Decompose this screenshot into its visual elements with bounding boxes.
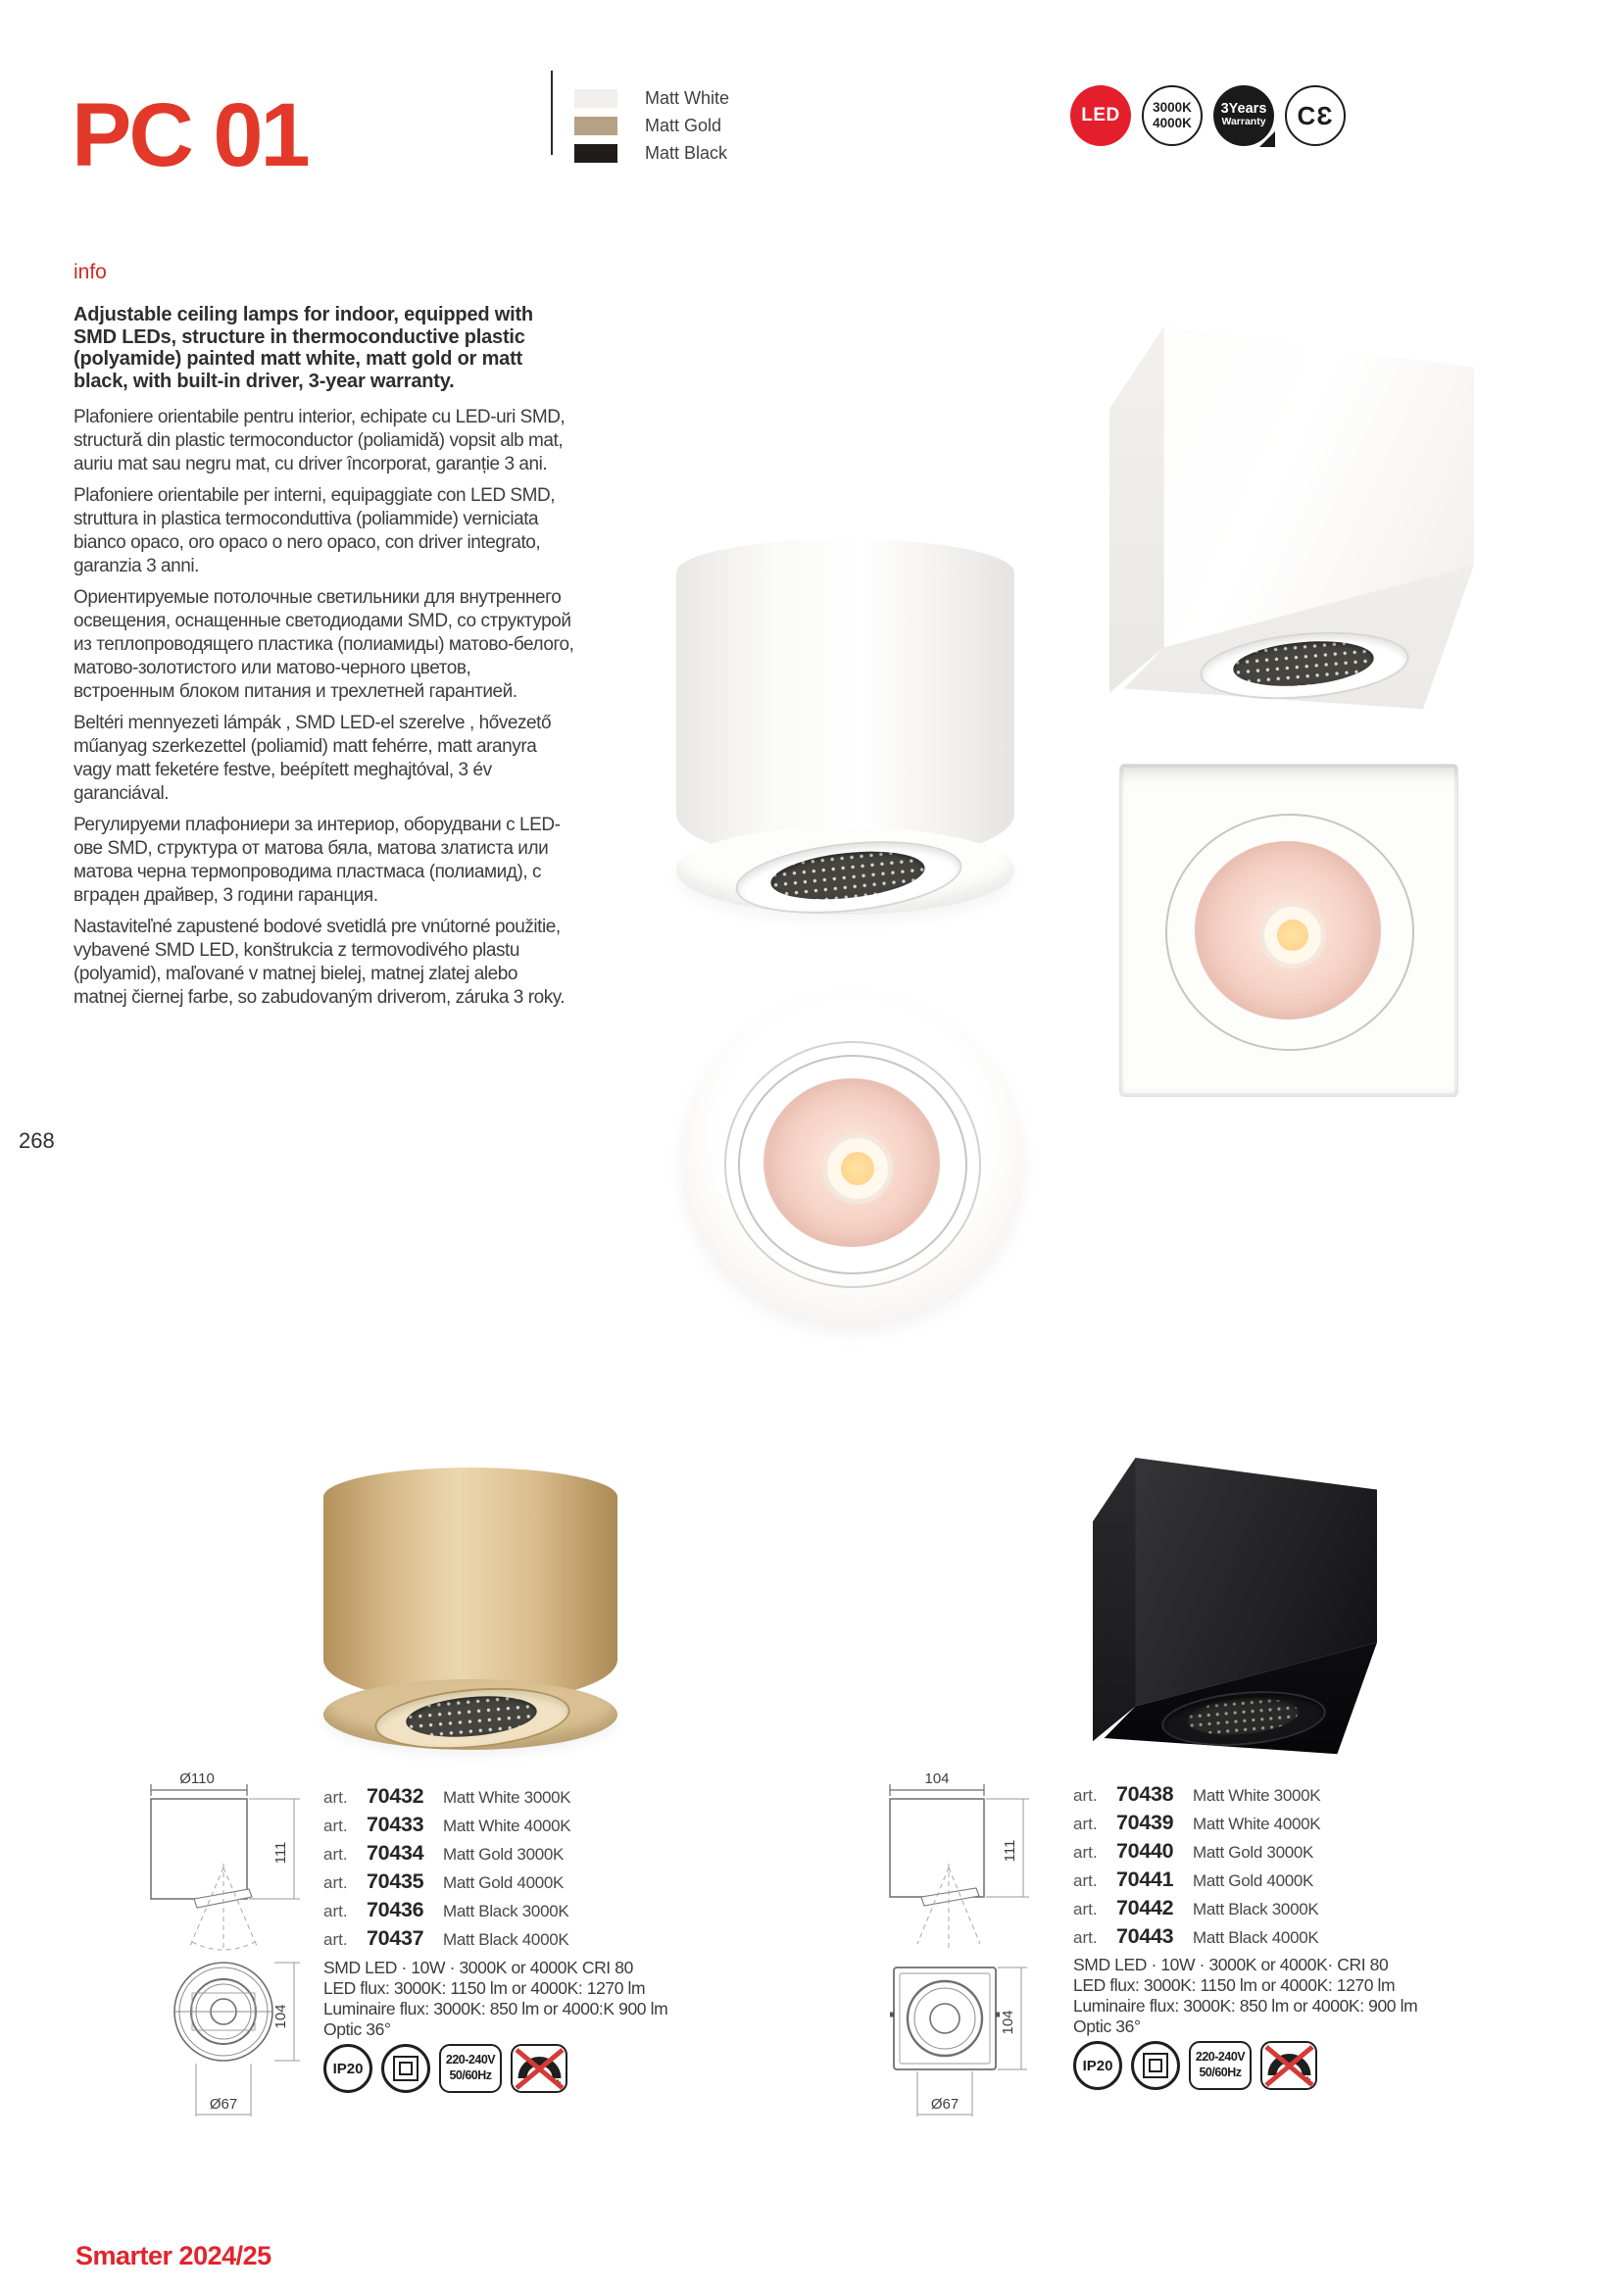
art-prefix: art. (323, 1788, 348, 1807)
finish-label: Matt Black (645, 142, 728, 163)
class-ii-outer-square (393, 2056, 418, 2081)
description-hu: Beltéri mennyezeti lámpák , SMD LED-el szerelve , hővezető műanyag szerkezettel (poliamid) matt fehérre, matt aranyra vagy matt feketére festve, beépített meghajtóval, 3 év garanciával. (74, 713, 552, 804)
dim-label-lens: Ø67 (930, 2096, 960, 2113)
article-code: 70436 (367, 1898, 424, 1921)
voltage-icon (439, 2044, 502, 2093)
spec-line: Optic 36° (1073, 2017, 1141, 2036)
article-row (323, 1898, 570, 1926)
ce-mark-icon: CƐ (1285, 85, 1346, 146)
led-badge-icon: LED (1070, 85, 1131, 146)
finish-legend (574, 84, 729, 167)
description-en: Adjustable ceiling lamps for indoor, equipped with SMD LEDs, structure in thermoconductive plastic (polyamide) painted matt white, matt gold or matt black, with built-in driver, 3-year warranty. (74, 304, 533, 392)
article-finish: Matt Gold 3000K (443, 1845, 565, 1864)
class-ii-outer-square (1143, 2053, 1168, 2078)
dim-minus: - (518, 2076, 523, 2089)
cert-icon-row-square (1073, 2041, 1317, 2090)
kelvin-3000k: 3000K (1153, 100, 1192, 116)
spec-line: LED flux: 3000K: 1150 lm or 4000K: 1270 lm (323, 1978, 646, 1998)
spec-line: SMD LED · 10W · 3000K or 4000K CRI 80 (323, 1958, 633, 1977)
not-dimmable-icon (1260, 2041, 1317, 2090)
spec-line: Optic 36° (323, 2019, 391, 2039)
led-center (822, 1133, 893, 1204)
warranty-years: 3Years (1220, 100, 1267, 117)
product-photo-white-square-panel (1119, 764, 1458, 1097)
article-code: 70440 (1116, 1839, 1174, 1863)
product-photo-white-cylinder (676, 533, 1014, 940)
led-center (1259, 902, 1326, 969)
spec-line: SMD LED · 10W · 3000K or 4000K· CRI 80 (1073, 1955, 1389, 1974)
art-prefix: art. (323, 1845, 348, 1864)
not-dimmable-glyph (1263, 2044, 1315, 2088)
article-row (1073, 1868, 1320, 1896)
art-prefix: art. (323, 1817, 348, 1835)
finish-row-matt-white (574, 84, 729, 112)
product-photo-gold-cylinder (323, 1462, 617, 1768)
tech-drawing-round (137, 1769, 323, 2127)
article-list-round (323, 1784, 570, 1955)
dim-label-height: 111 (1002, 1839, 1018, 1863)
ip20-icon: IP20 (323, 2044, 372, 2093)
product-photo-white-cube (1109, 310, 1474, 722)
article-row (1073, 1782, 1320, 1811)
article-row (1073, 1924, 1320, 1953)
spec-block-square (1073, 1955, 1417, 2037)
article-finish: Matt White 4000K (1193, 1815, 1321, 1833)
spec-line: Luminaire flux: 3000K: 850 lm or 4000:K 900 lm (323, 1999, 668, 2018)
art-prefix: art. (1073, 1786, 1098, 1805)
voltage-icon (1189, 2041, 1252, 2090)
page-title: PC 01 (72, 84, 308, 185)
finish-label: Matt Gold (645, 115, 722, 135)
class-ii-inner-square (399, 2062, 413, 2075)
art-prefix: art. (1073, 1871, 1098, 1890)
article-row (1073, 1839, 1320, 1868)
article-finish: Matt Gold 3000K (1193, 1843, 1314, 1862)
info-heading: info (74, 261, 107, 283)
cert-icon-row-round (323, 2044, 567, 2093)
article-finish: Matt Gold 4000K (443, 1873, 565, 1892)
dim-label-side: 104 (272, 2004, 289, 2029)
page-number: 268 (19, 1128, 55, 1153)
voltage-line2: 50/60Hz (449, 2068, 492, 2082)
product-photo-round-bottom-view (681, 996, 1024, 1327)
article-code: 70442 (1116, 1896, 1174, 1919)
dim-plus: + (554, 2076, 561, 2089)
warranty-word: Warranty (1221, 116, 1266, 128)
dim-label-side: 104 (1000, 2010, 1016, 2035)
finish-label: Matt White (645, 87, 730, 108)
article-code: 70438 (1116, 1782, 1174, 1806)
product-photo-black-cube (1093, 1445, 1377, 1764)
header-divider (551, 71, 553, 155)
warranty-badge-icon (1213, 85, 1274, 146)
dim-label-diameter: Ø110 (179, 1770, 215, 1787)
certification-badges (1070, 85, 1346, 146)
article-row (323, 1841, 570, 1869)
art-prefix: art. (1073, 1900, 1098, 1918)
description-ru: Ориентируемые потолочные светильники для внутреннего освещения, оснащенные светодиодами SMD, со структурой из теплопроводящего пластика (полиамиды) матово-белого, матово-золотистого или матово-черного цветов, встроенным блоком питания и трехлетней гарантией. (74, 587, 574, 702)
art-prefix: art. (1073, 1928, 1098, 1947)
article-finish: Matt Gold 4000K (1193, 1871, 1314, 1890)
dim-label-height: 111 (272, 1841, 289, 1865)
spec-line: Luminaire flux: 3000K: 850 lm or 4000K: 900 lm (1073, 1996, 1418, 2016)
article-finish: Matt Black 4000K (443, 1930, 569, 1949)
article-row (1073, 1811, 1320, 1839)
voltage-line1: 220-240V (1195, 2050, 1246, 2065)
art-prefix: art. (323, 1873, 348, 1892)
led-dot (1277, 920, 1308, 951)
description-bg: Регулируеми плафониери за интериор, оборудвани с LED-ове SMD, структура от матова бяла, матова златиста или матова черна термопроводима пластмаса (полиамид), с вграден драйвер, 3 години гаранция. (74, 815, 561, 906)
article-row (323, 1869, 570, 1898)
article-code: 70439 (1116, 1811, 1174, 1834)
matt-black-swatch (574, 144, 617, 163)
brand-footer: Smarter 2024/25 (75, 2241, 271, 2270)
article-code: 70435 (367, 1869, 424, 1893)
article-code: 70434 (367, 1841, 424, 1865)
art-prefix: art. (323, 1902, 348, 1920)
dim-plus: + (1304, 2073, 1310, 2086)
article-finish: Matt Black 3000K (1193, 1900, 1319, 1918)
article-row (1073, 1896, 1320, 1924)
article-finish: Matt White 4000K (443, 1817, 571, 1835)
class-ii-icon (1131, 2041, 1180, 2090)
info-column (74, 261, 575, 1018)
class-ii-inner-square (1149, 2059, 1162, 2072)
not-dimmable-icon (511, 2044, 567, 2093)
article-finish: Matt White 3000K (443, 1788, 571, 1807)
matt-gold-swatch (574, 117, 617, 135)
description-sk: Nastaviteľné zapustené bodové svetidlá pre vnútorné použitie, vybavené SMD LED, konštrukcia z termovodivého plastu (polyamid), maľované v matnej bielej, matnej zlatej alebo matnej čiernej farbe, so zabudovaným driverom, záruka 3 roky. (74, 917, 566, 1008)
warranty-badge-tail (1259, 131, 1275, 147)
article-list-square (1073, 1782, 1320, 1953)
art-prefix: art. (1073, 1815, 1098, 1833)
not-dimmable-glyph (514, 2047, 566, 2091)
finish-row-matt-black (574, 139, 729, 167)
tech-drawing-square (861, 1769, 1057, 2127)
art-prefix: art. (323, 1930, 348, 1949)
article-finish: Matt Black 4000K (1193, 1928, 1319, 1947)
spec-block-round (323, 1958, 667, 2040)
spec-line: LED flux: 3000K: 1150 lm or 4000K: 1270 lm (1073, 1975, 1396, 1995)
article-row (323, 1813, 570, 1841)
led-dot (841, 1152, 875, 1186)
class-ii-icon (381, 2044, 430, 2093)
cylinder-body (323, 1468, 617, 1703)
art-prefix: art. (1073, 1843, 1098, 1862)
article-row (323, 1784, 570, 1813)
dim-label-width: 104 (924, 1770, 950, 1787)
cylinder-body (676, 539, 1014, 863)
ip20-icon: IP20 (1073, 2041, 1122, 2090)
description-it: Plafoniere orientabile per interni, equipaggiate con LED SMD, struttura in plastica termoconduttiva (poliammide) verniciata bianco opaco, oro opaco o nero opaco, con driver integrato, garanzia 3 anni. (74, 485, 556, 576)
article-code: 70433 (367, 1813, 424, 1836)
article-finish: Matt White 3000K (1193, 1786, 1321, 1805)
article-code: 70437 (367, 1926, 424, 1950)
article-code: 70441 (1116, 1868, 1174, 1891)
voltage-line2: 50/60Hz (1199, 2066, 1242, 2079)
article-row (323, 1926, 570, 1955)
dim-label-lens: Ø67 (209, 2096, 238, 2113)
dim-minus: - (1268, 2073, 1273, 2086)
voltage-line1: 220-240V (445, 2053, 496, 2067)
kelvin-4000k: 4000K (1153, 116, 1192, 130)
matt-white-swatch (574, 89, 617, 108)
article-code: 70443 (1116, 1924, 1174, 1948)
description-ro: Plafoniere orientabile pentru interior, echipate cu LED-uri SMD, structură din plastic termoconductor (poliamidă) vopsit alb mat, auriu mat sau negru mat, cu driver încorporat, garanție 3 ani. (74, 407, 566, 474)
kelvin-badge-icon (1142, 85, 1203, 146)
finish-row-matt-gold (574, 112, 729, 139)
article-finish: Matt Black 3000K (443, 1902, 569, 1920)
article-code: 70432 (367, 1784, 424, 1808)
